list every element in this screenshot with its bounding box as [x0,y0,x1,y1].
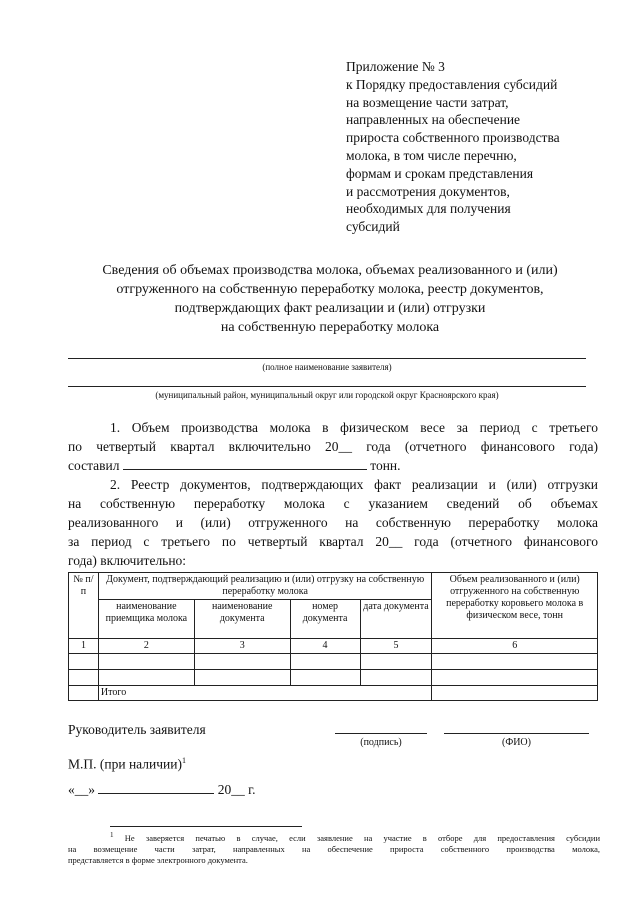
paragraph-text: на собственную переработку молока с указанием сведений об объемах [68,496,598,511]
table-cell[interactable] [194,670,290,686]
table-numbering-row [69,639,598,654]
volume-blank[interactable] [123,457,367,470]
column-number: 2 [98,639,194,654]
date-year: 20__ г. [217,782,256,797]
table-row [69,654,598,670]
paragraph-text: за период с третьего по четвертый квартал 20__ года (отчетного финансового [68,534,598,549]
paragraph-2-line-5 [68,551,598,570]
table-header-row [69,573,598,600]
region-caption: (муниципальный район, муниципальный округ или городской округ Красноярского края) [155,390,499,400]
appendix-line: формам и срокам представления [346,165,534,181]
header-document-name: наименование документа [194,600,290,639]
appendix-line: Приложение № 3 [346,59,445,74]
document-title [60,261,600,337]
title-line: подтверждающих факт реализации и (или) отгрузки [174,301,486,316]
table-cell[interactable] [432,654,598,670]
full-name-caption: (ФИО) [501,737,531,748]
date-line [68,780,256,799]
appendix-line: молока, в том числе перечню, [346,147,517,163]
footnote-line: на возмещение части затрат, направленных на обеспечение прироста собственного производства молока, [68,843,600,854]
paragraph-text: по четвертый квартал включительно 20__ года (отчетного финансового года) [68,439,598,454]
table-cell[interactable] [69,670,99,686]
paragraph-1-line-2 [68,437,598,456]
paragraph-2-line-1 [110,475,598,494]
table-cell[interactable] [290,654,360,670]
footnote-text: Не заверяется печатью в случае, если заявление на участие в отборе для предоставления субсидии [124,832,600,843]
appendix-line: субсидий [346,219,400,235]
total-label: Итого [98,686,431,701]
column-number: 1 [69,639,99,654]
paragraph-text: реализованного и (или) отгруженного на собственную переработку молока [68,515,598,530]
paragraph-2-line-3 [68,513,598,532]
table-cell[interactable] [432,670,598,686]
title-line: Сведения об объемах производства молока, объемах реализованного и (или) [102,263,558,278]
paragraph-text: тонн. [370,458,401,473]
header-buyer-name: наименование приемщика молока [98,600,194,639]
applicant-name-caption: (полное наименование заявителя) [262,362,392,372]
stamp-text: М.П. (при наличии) [68,756,182,772]
header-volume: Объем реализованного и (или) отгруженного на собственную переработку коровьего молока в физическом весе, тонн [432,573,598,639]
appendix-line: к Порядку предоставления субсидий [346,76,558,92]
paragraph-2-line-4 [68,532,598,551]
date-day: «__» [68,782,95,797]
table-cell[interactable] [98,654,194,670]
documents-register-table [68,572,598,701]
header-document-date: дата документа [360,600,432,639]
signature-caption: (подпись) [360,737,402,748]
applicant-name-field[interactable] [68,358,586,359]
table-cell[interactable] [98,670,194,686]
header-document: Документ, подтверждающий реализацию и (или) отгрузку на собственную переработку молока [98,573,431,600]
title-line: отгруженного на собственную переработку молока, реестр документов, [116,282,544,297]
title-line: на собственную переработку молока [220,320,440,335]
appendix-line: и рассмотрения документов, [346,183,510,199]
region-field[interactable] [68,386,586,387]
footnote [68,830,600,866]
full-name-field[interactable] [444,733,589,734]
footnote-line [68,830,600,844]
appendix-line: необходимых для получения [346,201,511,217]
paragraph-2-line-2 [68,494,598,513]
column-number: 5 [360,639,432,654]
header-num: № п/п [69,573,99,639]
appendix-line: на возмещение части затрат, [346,94,509,110]
footnote-mark: 1 [110,831,114,839]
stamp-label [68,751,186,774]
appendix-header [346,58,616,236]
paragraph-text: составил [68,458,120,473]
head-of-applicant-label: Руководитель заявителя [68,722,206,737]
column-number: 4 [290,639,360,654]
table-total-row [69,686,598,701]
paragraph-text: 1. Объем производства молока в физическом весе за период с третьего [110,420,598,435]
table-cell[interactable] [290,670,360,686]
footnote-separator [110,826,302,827]
table-cell[interactable] [360,670,432,686]
appendix-line: направленных на обеспечение [346,112,521,128]
table-cell[interactable] [69,654,99,670]
total-value-cell[interactable] [432,686,598,701]
paragraph-text: 2. Реестр документов, подтверждающих факт реализации и (или) отгрузки [110,477,598,492]
table-cell[interactable] [360,654,432,670]
footnote-ref: 1 [181,756,186,765]
paragraph-1-line-3 [68,456,468,475]
header-document-number: номер документа [290,600,360,639]
table-row [69,670,598,686]
column-number: 6 [432,639,598,654]
appendix-line: прироста собственного производства [346,130,560,146]
table-cell[interactable] [194,654,290,670]
date-month-field[interactable] [98,781,214,794]
signature-field[interactable] [335,733,427,734]
paragraph-1-line-1 [110,418,598,437]
footnote-line: представляется в форме электронного документа. [68,854,248,865]
paragraph-text: года) включительно: [68,553,187,568]
column-number: 3 [194,639,290,654]
table-cell [69,686,99,701]
